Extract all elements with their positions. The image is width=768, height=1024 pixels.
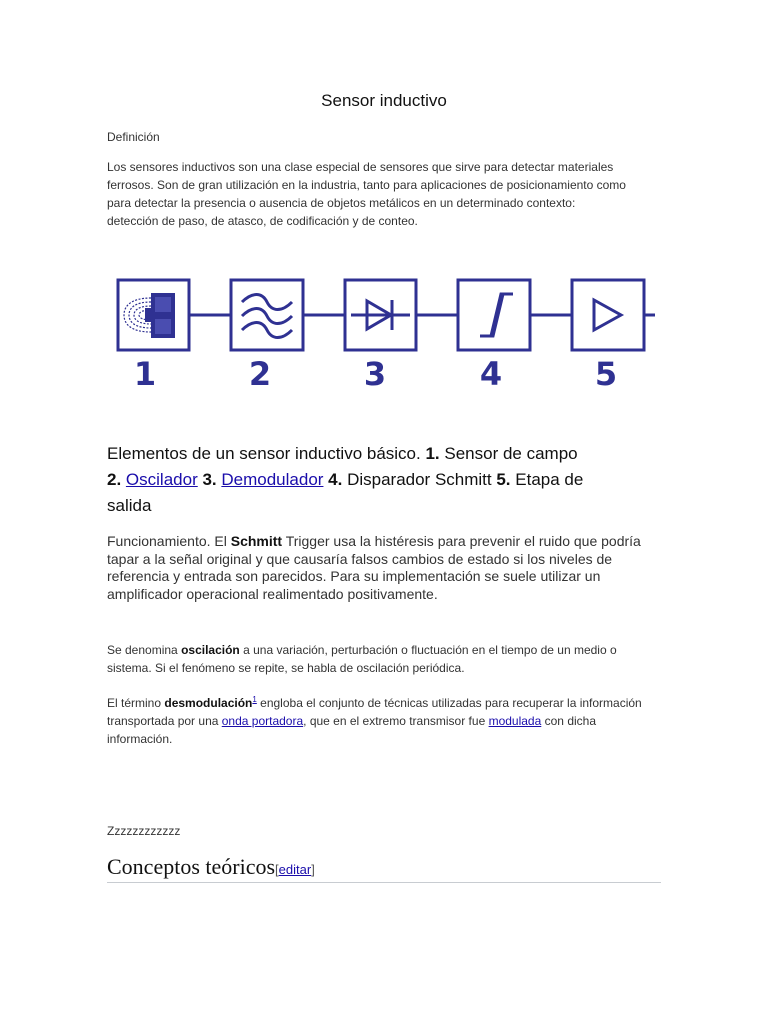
block-number-1: 1 <box>133 355 157 393</box>
diagram-caption: Elementos de un sensor inductivo básico. 1. Sensor de campo 2. Oscilador 3. Demodulador 4. Disparador Schmitt 5. Etapa de salida <box>107 444 584 515</box>
oscilador-link[interactable]: Oscilador <box>125 470 198 489</box>
amplifier-icon <box>594 300 621 330</box>
block-diagram <box>107 268 657 398</box>
section-heading: Conceptos teóricos[editar] <box>107 854 661 883</box>
onda-portadora-link[interactable]: onda portadora <box>221 714 304 728</box>
desmodulacion-paragraph: El término desmodulación$^1$ engloba el conjunto de técnicas utilizadas para recuperar la información transportada por una onda portadora, que en el extremo transmisor fue modulada con dicha información. <box>107 695 642 746</box>
block-4 <box>458 280 530 350</box>
intro-paragraph: Los sensores inductivos son una clase especial de sensores que sirve para detectar materiales ferrosos. Son de gran utilización en la industria, tanto para aplicaciones de posicionamiento como para detectar la presencia o ausencia de objetos metálicos en un determinado contexto: detección de paso, de atasco, de codificación y de conteo. <box>107 160 626 228</box>
hysteresis-icon <box>480 294 513 336</box>
block-number-2: 2 <box>248 355 272 393</box>
funcionamiento-paragraph: Funcionamiento. El Schmitt Trigger usa la histéresis para prevenir el ruido que podría tapar a la señal original y que causaría falsos cambios de estado si los niveles de referencia y entrada son parecidos. Para su implementación se suele utilizar un amplificador operacional realimentado positivamente. <box>107 533 641 602</box>
block-number-4: 4 <box>479 355 503 393</box>
edit-link[interactable]: editar <box>278 862 312 877</box>
modulada-link[interactable]: modulada <box>488 714 542 728</box>
footnote-link[interactable]: 1 <box>252 695 257 704</box>
edit-section: [editar] <box>275 862 315 877</box>
definition-label: Definición <box>107 130 160 144</box>
wave-icon <box>242 295 292 338</box>
block-number-3: 3 <box>363 355 387 393</box>
block-5 <box>572 280 644 350</box>
page-title: Sensor inductivo <box>321 91 447 110</box>
block-number-5: 5 <box>594 355 618 393</box>
oscilacion-paragraph: Se denomina oscilación a una variación, perturbación o fluctuación en el tiempo de un medio o sistema. Si el fenómeno se repite, se habla de oscilación periódica. <box>107 643 617 675</box>
sensor-coil-icon <box>124 293 175 338</box>
demodulador-link[interactable]: Demodulador <box>221 470 324 489</box>
placeholder-text: Zzzzzzzzzzzz <box>107 824 181 838</box>
diode-icon <box>351 300 410 330</box>
